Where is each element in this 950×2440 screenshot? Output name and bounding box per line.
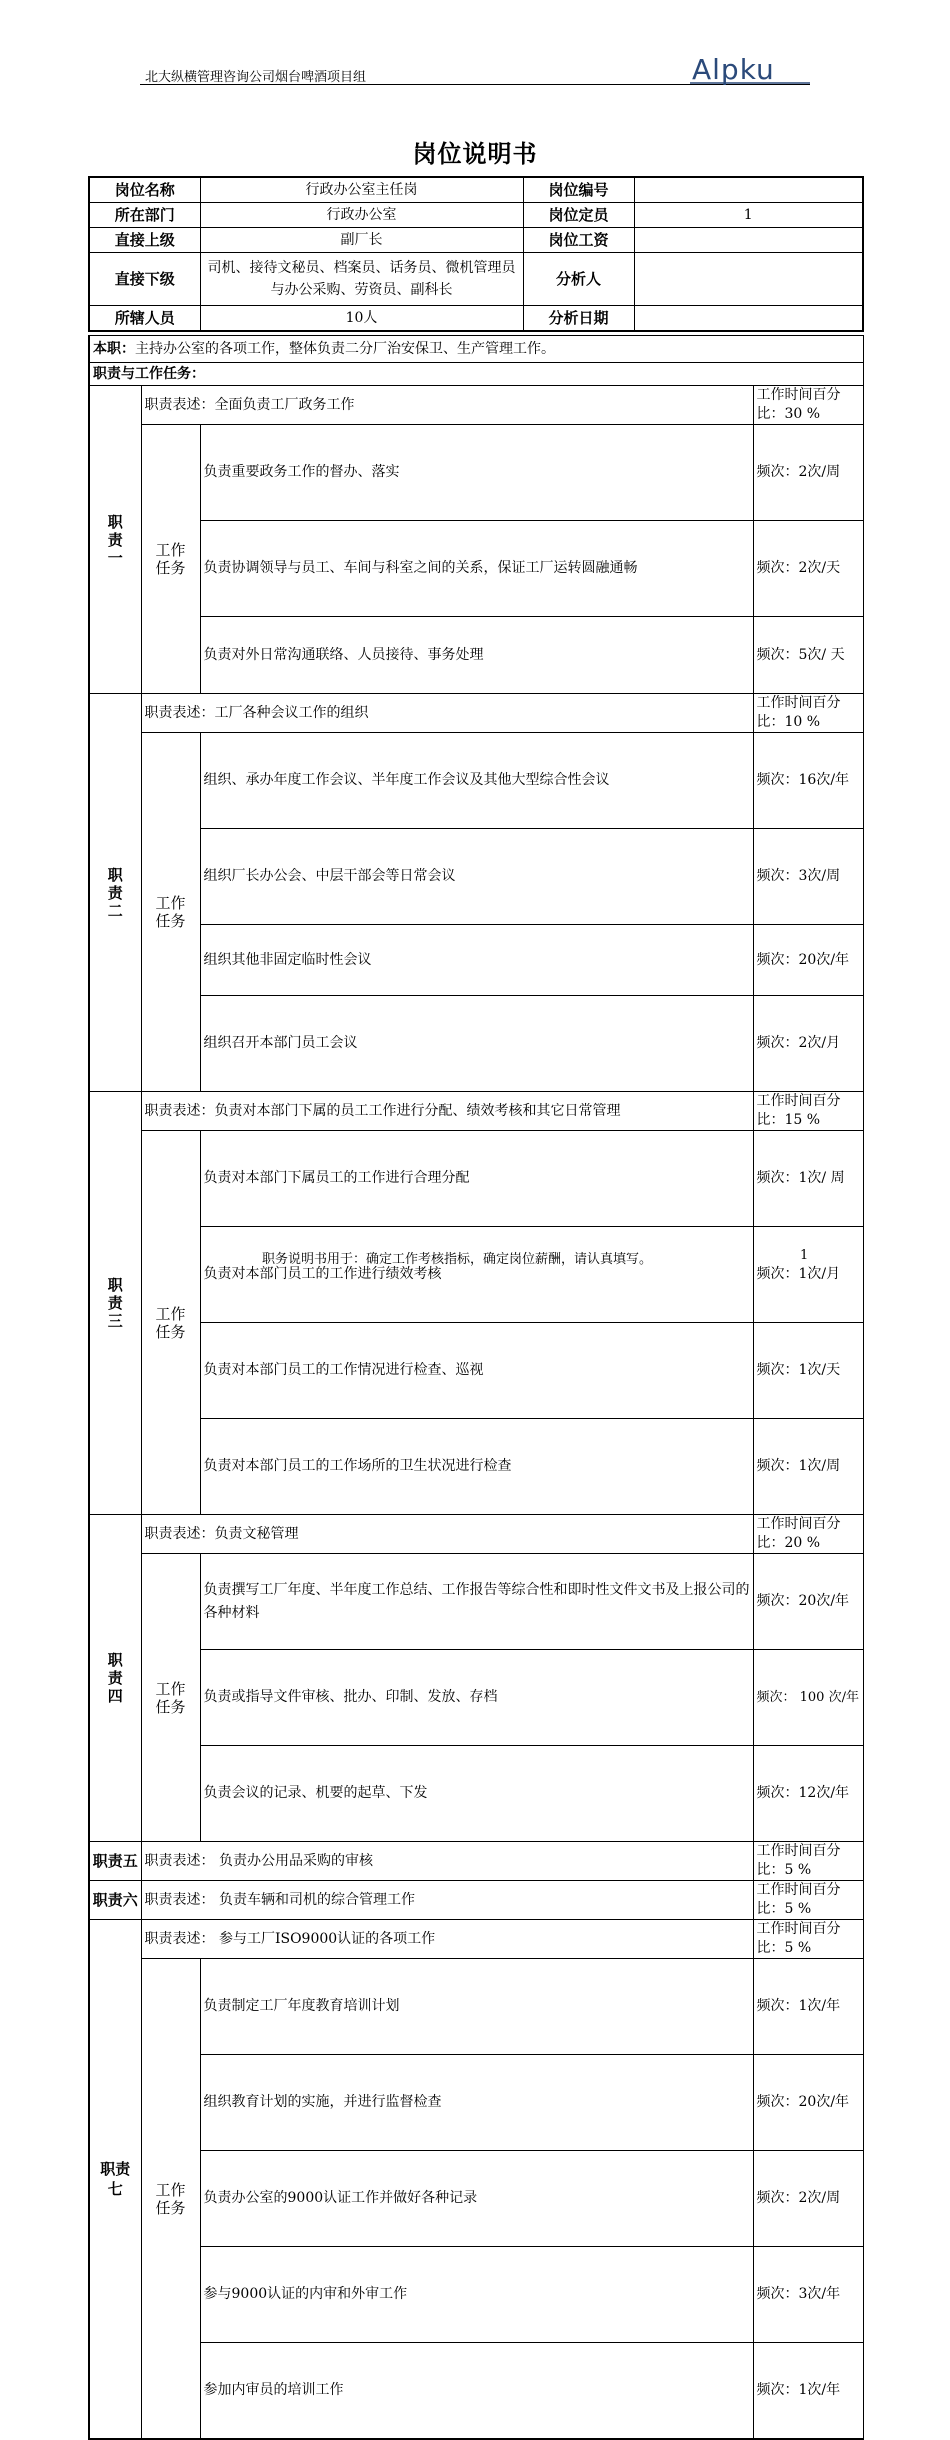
task-text: 参加内审员的培训工作: [200, 2343, 753, 2440]
duty-label: 职责四: [89, 1515, 141, 1842]
task-text: 负责制定工厂年度教育培训计划: [200, 1959, 753, 2055]
task-group-label: 工作任务: [141, 425, 200, 694]
task-frequency: 频次：20次/年: [753, 925, 863, 996]
alpku-logo: [690, 52, 810, 86]
position-code-label: 岗位编号: [523, 177, 634, 203]
duty-time-percent: 工作时间百分比：5 %: [753, 1842, 863, 1881]
task-frequency: 频次：20次/年: [753, 1554, 863, 1650]
duty-description: 职责表述： 参与工厂ISO9000认证的各项工作: [141, 1920, 753, 1959]
task-text: 负责重要政务工作的督办、落实: [200, 425, 753, 521]
basic-info-table: [88, 176, 864, 332]
header-company: 北大纵横管理咨询公司烟台啤酒项目组: [145, 70, 367, 85]
subordinate-value: 司机、接待文秘员、档案员、话务员、微机管理员与办公采购、劳资员、副科长: [200, 253, 523, 306]
duty-description: 职责表述： 负责办公用品采购的审核: [141, 1842, 753, 1881]
task-frequency: 频次：2次/月: [753, 996, 863, 1092]
analyst-label: 分析人: [523, 253, 634, 306]
duties-section-title: 职责与工作任务：: [89, 363, 863, 386]
task-text: 负责或指导文件审核、批办、印制、发放、存档: [200, 1650, 753, 1746]
task-frequency: 频次：20次/年: [753, 2055, 863, 2151]
logo-text: Alpku: [692, 53, 775, 86]
position-name-label: 岗位名称: [89, 177, 200, 203]
footer-note: 职务说明书用于：确定工作考核指标，确定岗位薪酬，请认真填写。: [262, 1252, 653, 1267]
analyst-value: [634, 253, 863, 306]
duty-time-percent: 工作时间百分比：30 %: [753, 386, 863, 425]
task-frequency: 频次： 100 次/年: [753, 1650, 863, 1746]
summary-text: 主持办公室的各项工作，整体负责二分厂治安保卫、生产管理工作。: [135, 340, 555, 357]
task-text: 负责办公室的9000认证工作并做好各种记录: [200, 2151, 753, 2247]
duty-time-percent: 工作时间百分比：20 %: [753, 1515, 863, 1554]
headcount-value: 10人: [200, 306, 523, 332]
task-group-label: 工作任务: [141, 1959, 200, 2440]
duty-label: 职责六: [89, 1881, 141, 1920]
task-frequency: 频次：16次/年: [753, 733, 863, 829]
analysis-date-label: 分析日期: [523, 306, 634, 332]
duty-label: 职责七: [89, 1920, 141, 2440]
headcount-label: 所辖人员: [89, 306, 200, 332]
task-frequency: 频次：2次/天: [753, 521, 863, 617]
summary-label: 本职：: [93, 340, 135, 357]
duty-description: 职责表述： 负责车辆和司机的综合管理工作: [141, 1881, 753, 1920]
duty-time-percent: 工作时间百分比：15 %: [753, 1092, 863, 1131]
task-frequency: 频次：1次/年: [753, 1959, 863, 2055]
task-text: 组织厂长办公会、中层干部会等日常会议: [200, 829, 753, 925]
page-title: 岗位说明书: [412, 140, 538, 168]
department-label: 所在部门: [89, 203, 200, 228]
task-text: 负责对本部门员工的工作进行绩效考核: [200, 1227, 753, 1323]
task-frequency: 频次：3次/年: [753, 2247, 863, 2343]
duty-label: 职责二: [89, 694, 141, 1092]
superior-label: 直接上级: [89, 228, 200, 253]
task-frequency: 频次：2次/周: [753, 2151, 863, 2247]
task-text: 负责对本部门下属员工的工作进行合理分配: [200, 1131, 753, 1227]
duty-label: 职责三: [89, 1092, 141, 1515]
task-text: 组织、承办年度工作会议、半年度工作会议及其他大型综合性会议: [200, 733, 753, 829]
quota-value: 1: [634, 203, 863, 228]
duty-time-percent: 工作时间百分比：10 %: [753, 694, 863, 733]
analysis-date-value: [634, 306, 863, 332]
duty-description: 职责表述：负责文秘管理: [141, 1515, 753, 1554]
task-group-label: 工作任务: [141, 1131, 200, 1515]
page-number: 1: [800, 1248, 809, 1263]
position-code-value: [634, 177, 863, 203]
salary-label: 岗位工资: [523, 228, 634, 253]
task-group-label: 工作任务: [141, 1554, 200, 1842]
duty-description: 职责表述：全面负责工厂政务工作: [141, 386, 753, 425]
task-text: 负责对外日常沟通联络、人员接待、事务处理: [200, 617, 753, 694]
task-frequency: 频次：1次/月: [753, 1227, 863, 1323]
task-text: 组织教育计划的实施，并进行监督检查: [200, 2055, 753, 2151]
duty-description: 职责表述：负责对本部门下属的员工工作进行分配、绩效考核和其它日常管理: [141, 1092, 753, 1131]
position-name-value: 行政办公室主任岗: [200, 177, 523, 203]
duty-time-percent: 工作时间百分比：5 %: [753, 1920, 863, 1959]
duty-description: 职责表述：工厂各种会议工作的组织: [141, 694, 753, 733]
task-frequency: 频次：5次/ 天: [753, 617, 863, 694]
task-text: 参与9000认证的内审和外审工作: [200, 2247, 753, 2343]
task-frequency: 频次：1次/年: [753, 2343, 863, 2440]
quota-label: 岗位定员: [523, 203, 634, 228]
task-text: 负责对本部门员工的工作场所的卫生状况进行检查: [200, 1419, 753, 1515]
task-frequency: 频次：3次/周: [753, 829, 863, 925]
summary-cell: [89, 336, 863, 363]
superior-value: 副厂长: [200, 228, 523, 253]
department-value: 行政办公室: [200, 203, 523, 228]
task-frequency: 频次：1次/ 周: [753, 1131, 863, 1227]
task-group-label: 工作任务: [141, 733, 200, 1092]
task-frequency: 频次：1次/周: [753, 1419, 863, 1515]
duty-time-percent: 工作时间百分比：5 %: [753, 1881, 863, 1920]
task-text: 负责协调领导与员工、车间与科室之间的关系，保证工厂运转圆融通畅: [200, 521, 753, 617]
task-text: 负责撰写工厂年度、半年度工作总结、工作报告等综合性和即时性文件文书及上报公司的各种材料: [200, 1554, 753, 1650]
task-text: 负责会议的记录、机要的起草、下发: [200, 1746, 753, 1842]
duties-table: [88, 335, 864, 2440]
salary-value: [634, 228, 863, 253]
task-text: 组织其他非固定临时性会议: [200, 925, 753, 996]
duty-label: 职责五: [89, 1842, 141, 1881]
task-frequency: 频次：12次/年: [753, 1746, 863, 1842]
subordinate-label: 直接下级: [89, 253, 200, 306]
task-frequency: 频次：1次/天: [753, 1323, 863, 1419]
task-frequency: 频次：2次/周: [753, 425, 863, 521]
task-text: 负责对本部门员工的工作情况进行检查、巡视: [200, 1323, 753, 1419]
duty-label: 职责一: [89, 386, 141, 694]
task-text: 组织召开本部门员工会议: [200, 996, 753, 1092]
